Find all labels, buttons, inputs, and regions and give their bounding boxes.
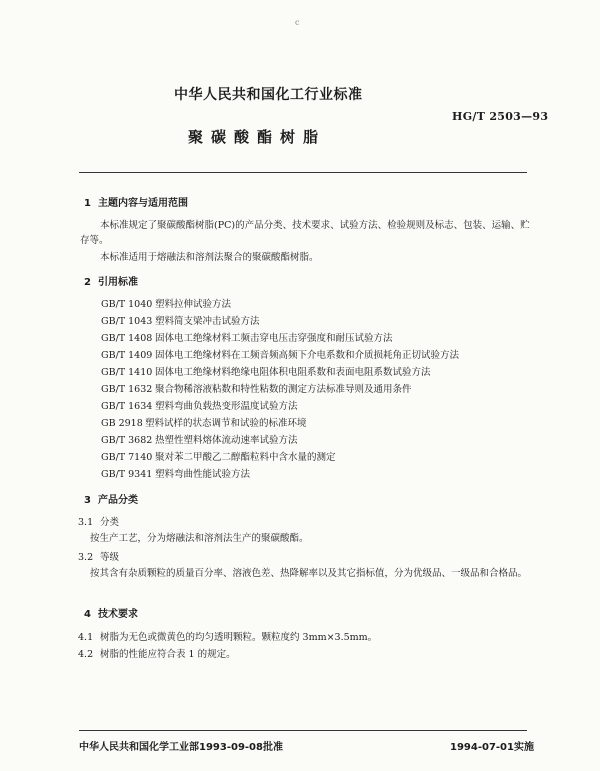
- issuing-organization: 中华人民共和国化工行业标准: [174, 87, 363, 103]
- reference-item: [101, 466, 250, 480]
- reference-item: [101, 398, 298, 412]
- reference-title: 聚对苯二甲酸乙二醇酯粒料中含水量的测定: [155, 452, 336, 463]
- section-1-paragraph-1: 本标准规定了聚碳酸酯树脂(PC)的产品分类、技术要求、试验方法、检验规则及标志、包装、运输、贮存等。: [80, 220, 530, 246]
- reference-item: [101, 432, 298, 446]
- section-number: 3: [84, 495, 91, 506]
- requirement-4-1: [78, 629, 377, 643]
- reference-title: 塑料弯曲性能试验方法: [155, 469, 251, 480]
- reference-title: 塑料简支梁冲击试验方法: [155, 316, 260, 327]
- reference-code: GB/T 1632: [101, 384, 153, 395]
- section-2-heading: [84, 273, 138, 288]
- subsection-3-1-heading: [78, 514, 119, 528]
- item-text: 树脂为无色或微黄色的均匀透明颗粒。颗粒度约 3mm×3.5mm。: [100, 632, 378, 643]
- reference-title: 塑料拉伸试验方法: [155, 299, 232, 310]
- subsection-3-1-text: 按生产工艺，分为熔融法和溶剂法生产的聚碳酸酯。: [90, 533, 309, 544]
- section-number: 1: [84, 198, 91, 209]
- reference-code: GB/T 1634: [101, 401, 153, 412]
- reference-title: 固体电工绝缘材料工频击穿电压击穿强度和耐压试验方法: [155, 333, 393, 344]
- section-1-paragraph-2: 本标准适用于熔融法和溶剂法聚合的聚碳酸酯树脂。: [100, 252, 319, 263]
- header-rule: [79, 172, 527, 173]
- reference-code: GB 2918: [101, 418, 143, 429]
- subsection-number: 3.1: [78, 517, 94, 528]
- implementation-date: 1994-07-01实施: [450, 742, 534, 753]
- section-1-heading: [84, 194, 188, 209]
- reference-item: [101, 296, 231, 310]
- reference-code: GB/T 3682: [101, 435, 153, 446]
- reference-item: [101, 364, 431, 378]
- subsection-3-2-heading: [78, 549, 119, 563]
- document-title: 聚碳酸酯树脂: [188, 128, 327, 146]
- footer-rule: [79, 730, 527, 731]
- reference-item: [101, 381, 412, 395]
- subsection-title: 等级: [100, 552, 120, 563]
- reference-title: 固体电工绝缘材料绝缘电阻体积电阻系数和表面电阻系数试验方法: [155, 367, 431, 378]
- subsection-number: 3.2: [78, 552, 94, 563]
- section-4-heading: [84, 605, 138, 620]
- reference-code: GB/T 1040: [101, 299, 153, 310]
- reference-title: 热塑性塑料熔体流动速率试验方法: [155, 435, 298, 446]
- reference-code: GB/T 1410: [101, 367, 153, 378]
- standard-code: HG/T 2503—93: [452, 110, 549, 123]
- section-title: 技术要求: [98, 609, 138, 620]
- approval-line: 中华人民共和国化学工业部1993-09-08批准: [79, 742, 283, 753]
- reference-code: GB/T 1408: [101, 333, 153, 344]
- section-number: 2: [84, 277, 91, 288]
- reference-title: 聚合物稀溶液粘数和特性粘数的测定方法标准导则及通用条件: [155, 384, 412, 395]
- section-title: 引用标准: [98, 277, 138, 288]
- subsection-title: 分类: [100, 517, 120, 528]
- item-number: 4.1: [78, 632, 94, 643]
- corner-mark: c: [295, 18, 300, 27]
- reference-item: [101, 330, 393, 344]
- section-3-heading: [84, 491, 138, 506]
- subsection-3-2-text: 按其含有杂质颗粒的质量百分率、溶液色差、热降解率以及其它指标值，分为优级品、一级品和合格品。: [90, 568, 528, 579]
- reference-item: [101, 313, 260, 327]
- reference-code: GB/T 1409: [101, 350, 153, 361]
- item-text: 树脂的性能应符合表 1 的规定。: [100, 649, 236, 660]
- reference-code: GB/T 7140: [101, 452, 153, 463]
- requirement-4-2: [78, 646, 236, 660]
- section-title: 产品分类: [98, 495, 138, 506]
- reference-item: [101, 415, 307, 429]
- reference-title: 塑料弯曲负载热变形温度试验方法: [155, 401, 298, 412]
- reference-code: GB/T 9341: [101, 469, 153, 480]
- item-number: 4.2: [78, 649, 94, 660]
- reference-title: 固体电工绝缘材料在工频音频高频下介电系数和介质损耗角正切试验方法: [155, 350, 460, 361]
- reference-code: GB/T 1043: [101, 316, 153, 327]
- reference-title: 塑料试样的状态调节和试验的标准环境: [145, 418, 307, 429]
- section-title: 主题内容与适用范围: [98, 198, 188, 209]
- reference-item: [101, 449, 336, 463]
- section-number: 4: [84, 609, 91, 620]
- reference-item: [101, 347, 459, 361]
